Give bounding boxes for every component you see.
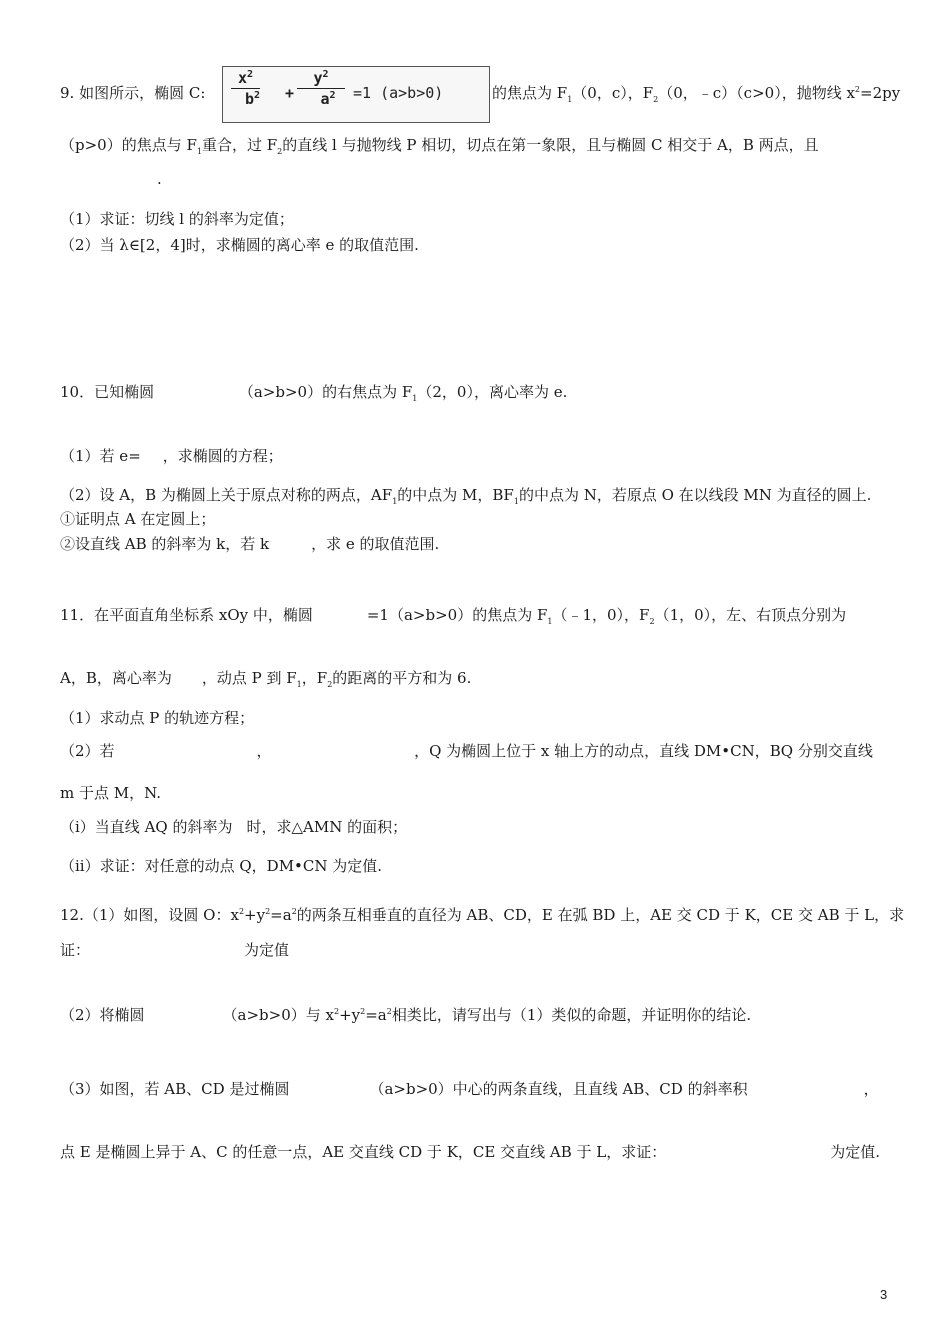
q9-line2: （p>0）的焦点与 $F_1$重合，过 $F_2$的直线 l 与抛物线 P 相切，切点在第一象限，且与椭圆 C 相交于 A，B 两点，且: [60, 136, 819, 156]
q11-part2-cont: m 于点 M，N.: [60, 784, 162, 802]
fraction-x2-over-b2: $x^2$ $b^2$: [231, 69, 260, 108]
q12-part3-cont: 点 E 是椭圆上异于 A、C 的任意一点，AE 交直线 CD 于 K，CE 交直线 AB 于 L，求证： 为定值.: [60, 1143, 880, 1161]
q11-part1: （1）求动点 P 的轨迹方程；: [60, 709, 255, 727]
q11-sub-i: （i）当直线 AQ 的斜率为 时，求△AMN 的面积；: [60, 818, 408, 836]
q9-prefix: 9. 如图所示，椭圆 C:: [60, 84, 206, 102]
q12-part2: （2）将椭圆 （a>b>0）与 $x^2+y^2=a^2$相类比，请写出与（1）类似的命题，并证明你的结论.: [60, 1006, 752, 1024]
plus-sign: +: [285, 84, 295, 102]
q12-line1: 12.（1）如图，设圆 O：$x^2+y^2=a^2$的两条互相垂直的直径为 AB、CD，E 在弧 BD 上，AE 交 CD 于 K，CE 交 AB 于 L，求: [60, 906, 905, 924]
q11-part2: （2）若 ， ，Q 为椭圆上位于 x 轴上方的动点，直线 DM•CN，BQ 分别交直线: [60, 742, 873, 760]
page-number: 3: [880, 1287, 888, 1302]
q10-line1: 10．已知椭圆 （a>b>0）的右焦点为 $F_1(2$，0），离心率为 e.: [60, 383, 568, 403]
q9-line1: 的焦点为 $F_1(0$，c），$F_2(0$，﹣c）（c>0），抛物线 $x^2=2py$: [492, 84, 901, 104]
q10-part2: （2）设 A，B 为椭圆上关于原点对称的两点，$AF_1$的中点为 M，$BF_1$的中点为 N，若原点 O 在以线段 MN 为直径的圆上.: [60, 486, 872, 506]
q9-part2: （2）当 λ∈[2，4]时，求椭圆的离心率 e 的取值范围.: [60, 236, 419, 254]
q10-part1: （1）若 e= ，求椭圆的方程；: [60, 447, 283, 465]
fraction-y2-over-a2: $y^2$ $a^2$: [297, 69, 345, 108]
q11-sub-ii: （ii）求证：对任意的动点 Q，DM•CN 为定值.: [60, 857, 383, 875]
q9-line3: .: [157, 170, 162, 188]
q10-claim1: ①证明点 A 在定圆上；: [60, 510, 216, 528]
q10-claim2: ②设直线 AB 的斜率为 k，若 k ，求 e 的取值范围.: [60, 535, 440, 553]
q11-line1: 11．在平面直角坐标系 xOy 中，椭圆 =1（a>b>0）的焦点为 $F_1(﹣1$，0），$F_2(1$，0），左、右顶点分别为: [60, 606, 847, 626]
formula-condition: =1 (a>b>0): [353, 84, 444, 102]
q12-line2: 证： 为定值: [60, 941, 290, 959]
q9-part1: （1）求证：切线 l 的斜率为定值；: [60, 210, 294, 228]
ellipse-formula-image: [222, 66, 490, 123]
q12-part3: （3）如图，若 AB、CD 是过椭圆 （a>b>0）中心的两条直线，且直线 AB、CD 的斜率积 ，: [60, 1080, 879, 1098]
q11-line2: A，B，离心率为 ，动点 P 到 $F_1$，$F_2$的距离的平方和为 6.: [60, 669, 472, 689]
